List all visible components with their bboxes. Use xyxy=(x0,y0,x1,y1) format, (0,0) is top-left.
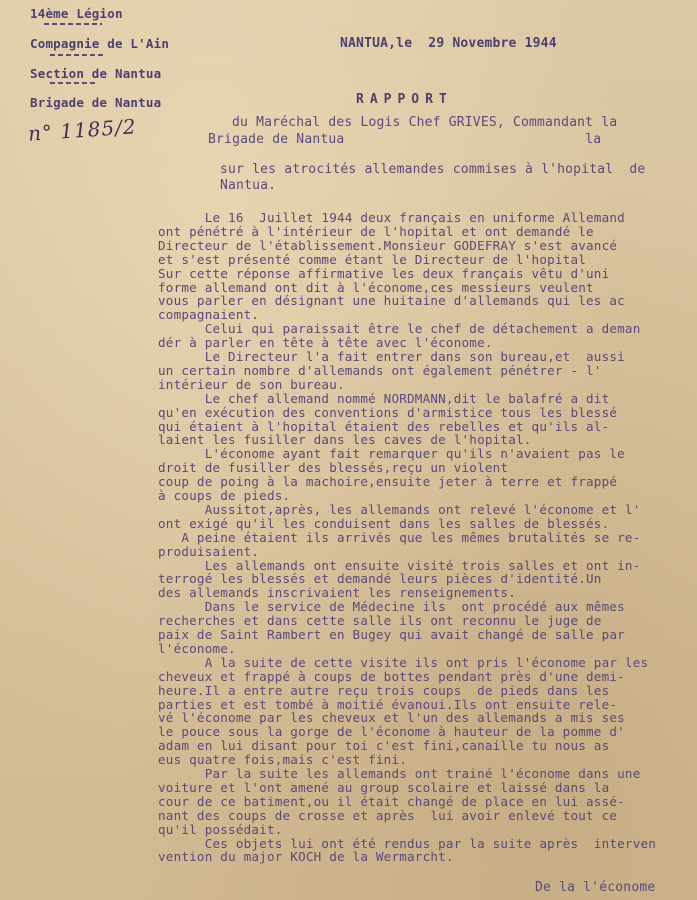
body-line: coup de poing à la machoire,ensuite jeter à terre et frappé xyxy=(158,474,618,490)
body-line: Les allemands ont ensuite visité trois salles et ont in- xyxy=(158,557,641,573)
body-line: cheveux et frappé à coups de bottes pendant près d'une demi- xyxy=(158,668,625,684)
body-line: qu'il possédait. xyxy=(158,821,283,837)
body-line: Par la suite les allemands ont trainé l'économe dans une xyxy=(158,766,641,781)
body-line: qui étaient à l'hopital étaient des rebelles et qu'ils al- xyxy=(158,418,610,434)
brigade-heading: Brigade de Nantua xyxy=(30,95,162,110)
body-line: voiture et l'ont amené au group scolaire et laissé dans la xyxy=(158,779,610,795)
header-divider xyxy=(50,82,98,84)
body-line: parties et est tombé à moitié évanoui.Ils ont ensuite rele- xyxy=(158,696,618,712)
document-title: RAPPORT xyxy=(356,92,453,107)
subject-line: sur les atrocités allemandes commises à l'hopital de xyxy=(220,162,646,177)
body-line: ont exigé qu'il les conduisent dans les salles de blessés. xyxy=(158,515,610,531)
body-line: Dans le service de Médecine ils ont procédé aux mêmes xyxy=(158,599,625,615)
body-line: terrogé les blessés et demandé leurs pièces d'identité.Un xyxy=(158,571,602,587)
body-line: eus quatre fois,mais c'est fini. xyxy=(158,752,408,768)
subject-line: du Maréchal des Logis Chef GRIVES, Commandant la xyxy=(232,115,618,130)
body-line: Le chef allemand nommé NORDMANN,dit le balafré a dit xyxy=(158,390,610,406)
body-line: heure.Il a entre autre reçu trois coups de pieds dans les xyxy=(158,682,610,698)
body-line: L'économe ayant fait remarquer qu'ils n'avaient pas le xyxy=(158,446,625,462)
company-heading: Compagnie de L'Ain xyxy=(30,36,170,51)
body-line: vention du major KOCH de la Wermarcht. xyxy=(158,849,454,865)
header-divider xyxy=(44,23,102,25)
body-line: un certain nombre d'allemands ont également pénétrer - l' xyxy=(158,362,602,378)
body-line: intérieur de son bureau. xyxy=(158,376,345,392)
body-line: vé l'économe par les cheveux et l'un des allemands a mis ses xyxy=(158,710,625,726)
handwritten-reference-number: n° 1185/2 xyxy=(27,114,138,146)
body-line: ont pénétré à l'intérieur de l'hopital et ont demandé le xyxy=(158,223,594,239)
body-line: Le Directeur l'a fait entrer dans son bureau,et aussi xyxy=(158,349,625,364)
header-divider xyxy=(50,54,106,56)
subject-line: Nantua. xyxy=(220,178,277,193)
body-line: forme allemand ont dit à l'économe,ces messieurs veulent xyxy=(158,279,594,295)
body-line: et s'est présenté comme étant le Directeur de l'hopital xyxy=(158,251,587,267)
body-line: paix de Saint Rambert en Bugey qui avait changé de salle par xyxy=(158,627,625,642)
body-line: compagnaient. xyxy=(158,307,260,323)
body-line: Directeur de l'établissement.Monsieur GODEFRAY s'est avancé xyxy=(158,237,618,253)
body-line: qu'en exécution des conventions d'armistice tous les blessé xyxy=(158,404,618,420)
section-heading: Section de Nantua xyxy=(30,66,162,81)
body-line: produisaient. xyxy=(158,543,260,559)
place-date: NANTUA,le 29 Novembre 1944 xyxy=(340,36,557,51)
body-line: droit de fusiller des blessés,reçu un violent xyxy=(158,460,509,476)
body-line: A peine étaient ils arrivés que les mêmes brutalités se re- xyxy=(158,529,641,545)
body-line: adam en lui disant pour toi c'est fini,canaille tu nous as xyxy=(158,738,610,754)
body-line: l'économe. xyxy=(158,640,236,656)
body-line: le pouce sous la gorge de l'économe à hauteur de la pomme d' xyxy=(158,724,625,740)
legion-heading: 14ème Légion xyxy=(30,6,123,21)
body-line: vous parler en désignant une huitaine d'allemands qui les ac xyxy=(158,293,625,309)
body-line: recherches et dans cette salle ils ont reconnu le juge de xyxy=(158,613,602,629)
body-line: Ces objets lui ont été rendus par la suite après interven xyxy=(158,835,657,851)
body-line: A la suite de cette visite ils ont pris l'économe par les xyxy=(158,654,649,670)
body-line: cour de ce batiment,ou il était changé de place en lui assé- xyxy=(158,793,625,809)
body-line: Celui qui paraissait être le chef de détachement a deman xyxy=(158,321,641,337)
footer-note: De la l'économe xyxy=(535,880,656,895)
body-line: des allemands inscrivaient les renseignements. xyxy=(158,585,516,601)
subject-line: Brigade de Nantua la xyxy=(208,132,602,147)
body-line: dér à parler en tête à tête avec l'économe. xyxy=(158,335,493,351)
body-line: à coups de pieds. xyxy=(158,488,291,503)
body-line: Aussitot,après, les allemands ont relevé l'économe et l' xyxy=(158,501,641,517)
body-line: Sur cette réponse affirmative les deux français vêtu d'uni xyxy=(158,265,610,281)
body-line: nant des coups de crosse et après lui avoir enlevé tout ce xyxy=(158,807,618,823)
body-line: Le 16 Juillet 1944 deux français en uniforme Allemand xyxy=(158,210,625,225)
body-line: laient les fusiller dans les caves de l'hopital. xyxy=(158,432,532,448)
